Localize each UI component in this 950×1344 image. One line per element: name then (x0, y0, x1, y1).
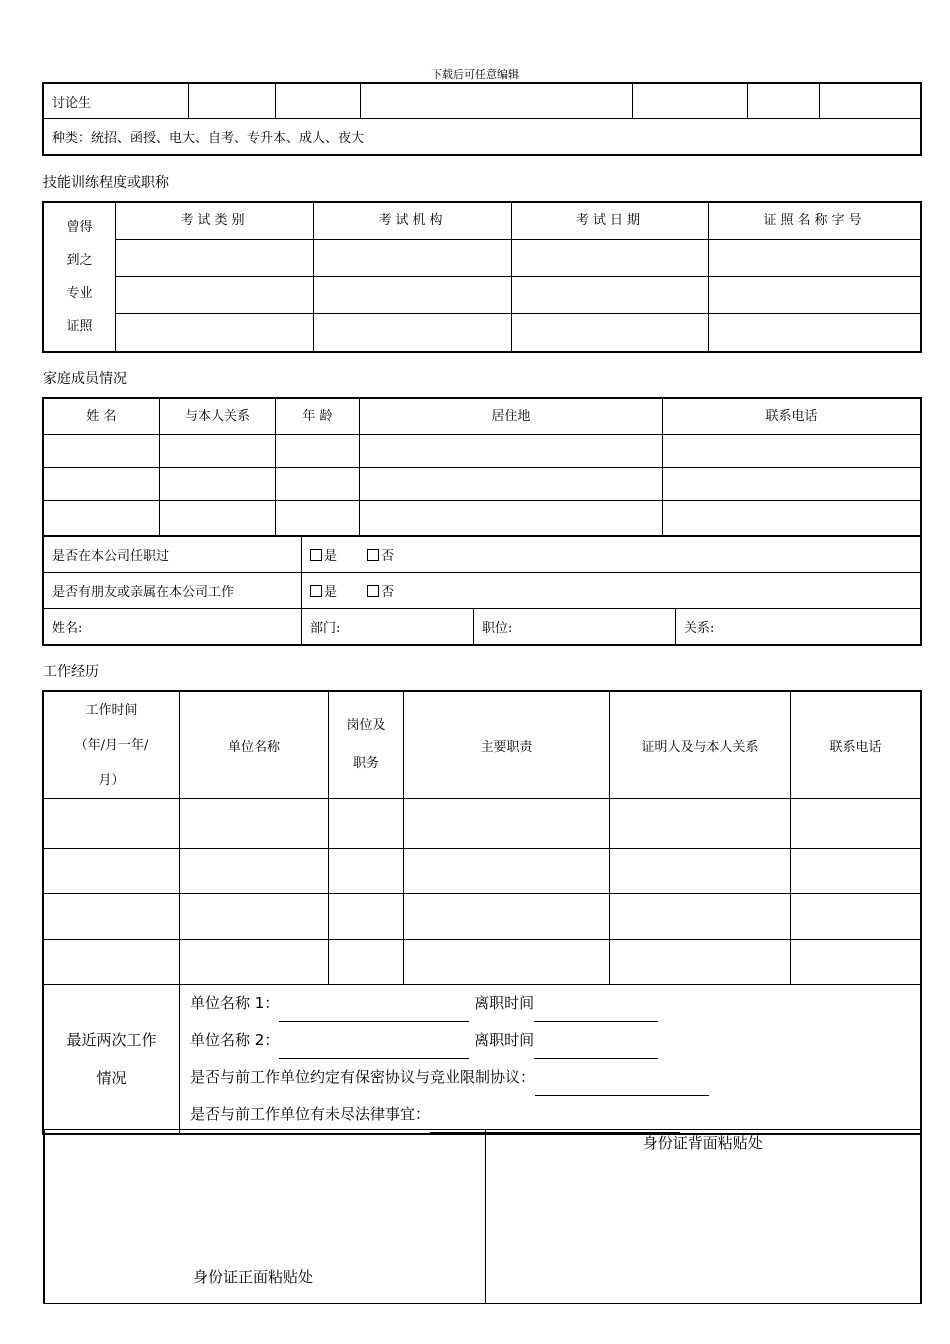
skills-section-title: 技能训练程度或职称 (43, 175, 169, 191)
option-no-label: 否 (381, 549, 395, 564)
column-header-age: 年 龄 (276, 399, 360, 435)
work-cell[interactable] (180, 799, 329, 849)
work-cell[interactable] (44, 894, 180, 940)
skills-side-label-line: 曾得 (66, 220, 93, 235)
option-yes-label: 是 (324, 585, 338, 600)
unit1-input[interactable] (279, 1005, 469, 1022)
skills-cell[interactable] (116, 314, 314, 352)
work-time-line: 月） (98, 772, 125, 788)
leave-time-label: 离职时间 (474, 994, 535, 1012)
column-header-phone: 联系电话 (663, 399, 921, 435)
work-cell[interactable] (404, 894, 610, 940)
work-time-line: 工作时间 (85, 702, 138, 718)
relative-relation-field[interactable]: 关系: (676, 609, 921, 645)
skills-cell[interactable] (314, 314, 512, 352)
work-cell[interactable] (404, 849, 610, 894)
work-cell[interactable] (791, 849, 921, 894)
skills-table (43, 202, 921, 352)
column-header-residence: 居住地 (360, 399, 663, 435)
column-header-witness: 证明人及与本人关系 (610, 692, 791, 799)
checkbox-icon[interactable] (310, 585, 322, 597)
post-line: 岗位及 (346, 718, 386, 733)
column-header-duties: 主要职责 (404, 692, 610, 799)
family-cell[interactable] (360, 435, 663, 468)
family-cell[interactable] (160, 501, 276, 536)
unit1-label: 单位名称 1： (190, 994, 280, 1012)
recent-job-1 (190, 985, 920, 1022)
work-section-title: 工作经历 (43, 664, 99, 680)
work-cell[interactable] (791, 940, 921, 985)
education-cell[interactable] (748, 84, 820, 119)
answer-worked-before (302, 537, 921, 573)
work-cell[interactable] (404, 940, 610, 985)
education-cell[interactable] (189, 84, 276, 119)
family-cell[interactable] (663, 501, 921, 536)
unit2-input[interactable] (279, 1042, 469, 1059)
family-cell[interactable] (44, 501, 160, 536)
work-cell[interactable] (44, 799, 180, 849)
id-front-label: 身份证正面粘贴处 (193, 1268, 314, 1286)
work-table (43, 691, 921, 1134)
work-cell[interactable] (329, 894, 404, 940)
skills-cell[interactable] (512, 240, 709, 277)
relative-name-field[interactable]: 姓名: (44, 609, 302, 645)
family-table (43, 398, 921, 536)
work-cell[interactable] (180, 894, 329, 940)
question-worked-before: 是否在本公司任职过 (44, 537, 302, 573)
work-time-line: （年/月一年/ (74, 737, 149, 753)
skills-cell[interactable] (116, 277, 314, 314)
family-cell[interactable] (276, 468, 360, 501)
post-line: 职务 (352, 756, 379, 771)
column-header-exam-org: 考试机构 (314, 203, 512, 240)
work-cell[interactable] (610, 940, 791, 985)
skills-cell[interactable] (512, 277, 709, 314)
column-header-exam-type: 考试类别 (116, 203, 314, 240)
work-cell[interactable] (329, 940, 404, 985)
column-header-work-phone: 联系电话 (791, 692, 921, 799)
column-header-name: 姓 名 (44, 399, 160, 435)
option-no[interactable] (367, 585, 394, 600)
answer-relatives (302, 573, 921, 609)
education-cell[interactable] (276, 84, 361, 119)
skills-cell[interactable] (116, 240, 314, 277)
column-header-post (329, 692, 404, 799)
checkbox-icon[interactable] (367, 585, 379, 597)
relative-position-field[interactable]: 职位: (474, 609, 676, 645)
option-yes[interactable] (310, 549, 337, 564)
recent-jobs-label-line: 情况 (96, 1069, 127, 1087)
work-cell[interactable] (44, 940, 180, 985)
nda-question: 是否与前工作单位约定有保密协议与竞业限制协议： (190, 1068, 536, 1086)
work-cell[interactable] (791, 799, 921, 849)
work-cell[interactable] (180, 849, 329, 894)
legal-question: 是否与前工作单位有未尽法律事宜： (190, 1105, 431, 1123)
education-table (43, 83, 921, 155)
work-cell[interactable] (180, 940, 329, 985)
relative-dept-field[interactable]: 部门: (302, 609, 474, 645)
work-cell[interactable] (610, 799, 791, 849)
family-cell[interactable] (663, 468, 921, 501)
work-cell[interactable] (329, 849, 404, 894)
work-cell[interactable] (610, 894, 791, 940)
skills-side-label-line: 证照 (66, 319, 93, 334)
leave-time1-input[interactable] (534, 1005, 658, 1022)
family-cell[interactable] (276, 435, 360, 468)
header-note: 下载后可任意编辑 (431, 68, 519, 81)
work-cell[interactable] (329, 799, 404, 849)
skills-side-label (44, 203, 116, 352)
recent-job-2 (190, 1022, 920, 1059)
option-yes-label: 是 (324, 549, 338, 564)
question-relatives: 是否有朋友或亲属在本公司工作 (44, 573, 302, 609)
family-cell[interactable] (663, 435, 921, 468)
recent-jobs-label (44, 985, 180, 1134)
legal-row (190, 1096, 920, 1133)
education-type-text: 种类：统招、函授、电大、自考、专升本、成人、夜大 (44, 119, 921, 155)
family-cell[interactable] (44, 468, 160, 501)
family-cell[interactable] (360, 501, 663, 536)
family-cell[interactable] (160, 435, 276, 468)
education-cell[interactable] (633, 84, 748, 119)
nda-input[interactable] (535, 1079, 709, 1096)
column-header-cert-name: 证照名称字号 (709, 203, 921, 240)
education-cell[interactable] (361, 84, 633, 119)
checkbox-icon[interactable] (310, 549, 322, 561)
column-header-unit: 单位名称 (180, 692, 329, 799)
skills-cell[interactable] (314, 240, 512, 277)
column-header-relation: 与本人关系 (160, 399, 276, 435)
option-no[interactable] (367, 549, 394, 564)
company-relation-table (43, 536, 921, 645)
unit2-label: 单位名称 2： (190, 1031, 280, 1049)
family-cell[interactable] (160, 468, 276, 501)
leave-time2-input[interactable] (534, 1042, 658, 1059)
family-cell[interactable] (44, 435, 160, 468)
work-cell[interactable] (610, 849, 791, 894)
recent-jobs-details (180, 985, 921, 1134)
family-cell[interactable] (276, 501, 360, 536)
family-section-title: 家庭成员情况 (43, 371, 127, 387)
education-cell[interactable] (820, 84, 921, 119)
skills-cell[interactable] (709, 277, 921, 314)
education-level-label: 讨论生 (44, 84, 189, 119)
recent-jobs-label-line: 最近两次工作 (66, 1031, 157, 1049)
checkbox-icon[interactable] (367, 549, 379, 561)
id-back-label: 身份证背面粘贴处 (642, 1134, 763, 1152)
family-cell[interactable] (360, 468, 663, 501)
id-front-area[interactable] (44, 1130, 485, 1304)
work-cell[interactable] (404, 799, 610, 849)
skills-side-label-line: 到之 (66, 253, 93, 268)
leave-time-label: 离职时间 (474, 1031, 535, 1049)
work-cell[interactable] (44, 849, 180, 894)
column-header-work-time (44, 692, 180, 799)
option-yes[interactable] (310, 585, 337, 600)
id-card-table (43, 1129, 922, 1304)
skills-side-label-line: 专业 (66, 286, 93, 301)
skills-cell[interactable] (512, 314, 709, 352)
nda-row (190, 1059, 920, 1096)
work-cell[interactable] (791, 894, 921, 940)
skills-cell[interactable] (709, 240, 921, 277)
skills-cell[interactable] (314, 277, 512, 314)
skills-cell[interactable] (709, 314, 921, 352)
column-header-exam-date: 考试日期 (512, 203, 709, 240)
option-no-label: 否 (381, 585, 395, 600)
id-back-area[interactable] (485, 1130, 921, 1304)
